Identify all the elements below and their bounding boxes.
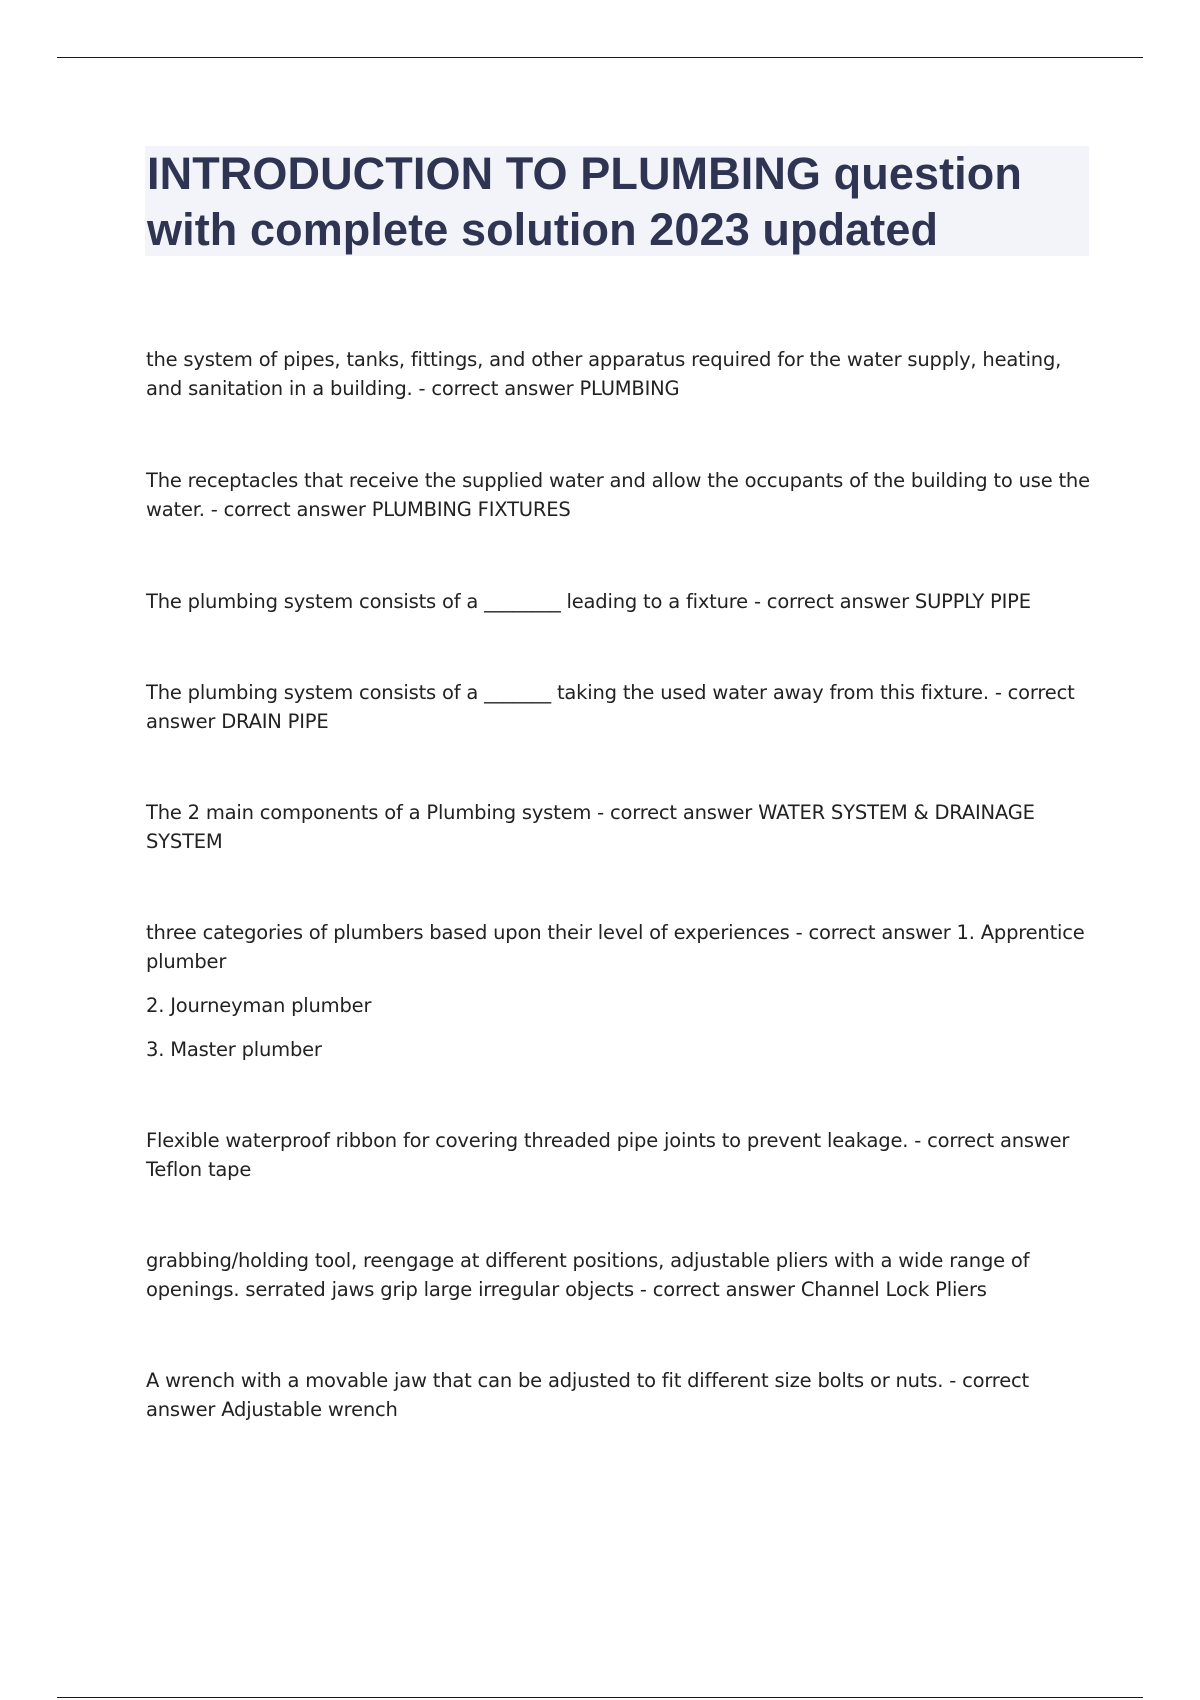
qa-item: [146, 466, 1092, 524]
qa-item: [146, 678, 1092, 736]
qa-item: [146, 1126, 1092, 1184]
qa-item: [146, 587, 1092, 616]
top-divider: [57, 57, 1143, 58]
qa-text: Flexible waterproof ribbon for covering threaded pipe joints to prevent leakage. - correct answer Teflon tape: [146, 1129, 1070, 1181]
qa-item: [146, 918, 1092, 1064]
qa-subline: 3. Master plumber: [146, 1038, 322, 1061]
qa-text: three categories of plumbers based upon their level of experiences - correct answer 1. Apprentice plumber: [146, 921, 1085, 973]
bottom-divider: [57, 1697, 1143, 1698]
qa-text: The 2 main components of a Plumbing system - correct answer WATER SYSTEM & DRAINAGE SYSTEM: [146, 801, 1035, 853]
qa-item: [146, 345, 1092, 403]
qa-item: [146, 798, 1092, 856]
qa-text: The plumbing system consists of a _______ taking the used water away from this fixture. - correct answer DRAIN PIPE: [146, 681, 1075, 733]
qa-subline: 2. Journeyman plumber: [146, 994, 372, 1017]
qa-text: grabbing/holding tool, reengage at different positions, adjustable pliers with a wide range of openings. serrated jaws grip large irregular objects - correct answer Channel Lock Pliers: [146, 1249, 1030, 1301]
qa-text: A wrench with a movable jaw that can be adjusted to fit different size bolts or nuts. - correct answer Adjustable wrench: [146, 1369, 1029, 1421]
document-title: INTRODUCTION TO PLUMBING question with complete solution 2023 updated: [147, 148, 1022, 255]
title-block: [145, 146, 1089, 256]
qa-text: the system of pipes, tanks, fittings, and other apparatus required for the water supply, heating, and sanitation in a building. - correct answer PLUMBING: [146, 348, 1062, 400]
qa-item: [146, 1246, 1092, 1304]
question-answer-list: [146, 345, 1092, 1424]
qa-text: The receptacles that receive the supplied water and allow the occupants of the building to use the water. - correct answer PLUMBING FIXTURES: [146, 469, 1090, 521]
qa-item: [146, 1366, 1092, 1424]
qa-text: The plumbing system consists of a ________ leading to a fixture - correct answer SUPPLY PIPE: [146, 590, 1031, 613]
